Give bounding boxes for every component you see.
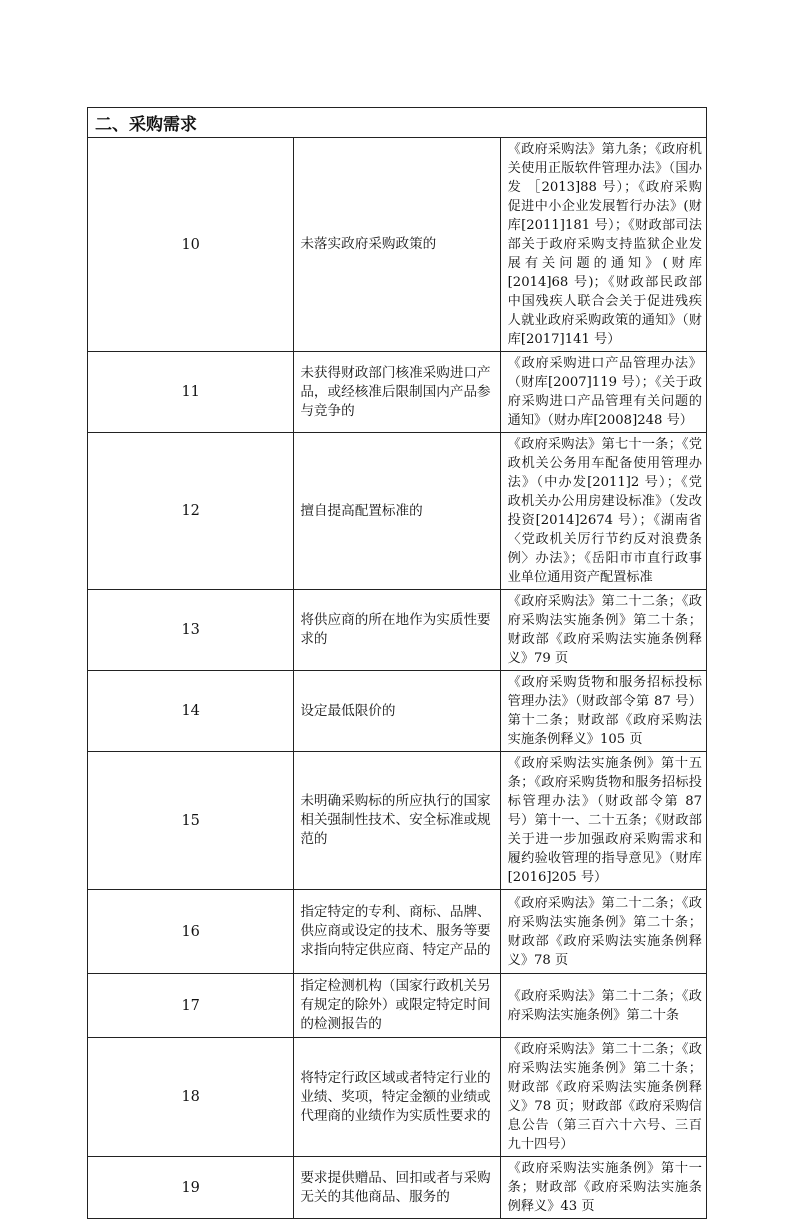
row-basis: 《政府采购法实施条例》第十五条；《政府采购货物和服务招标投标管理办法》（财政部令第 87 号）第十一、二十五条；《财政部关于进一步加强政府采购需求和履约验收管理的指导意见》（财库[2016]205 号） (500, 752, 706, 890)
section-title: 二、采购需求 (88, 108, 707, 138)
row-number: 16 (88, 890, 294, 974)
section-header-row (88, 108, 707, 138)
row-basis: 《政府采购进口产品管理办法》（财库[2007]119 号）；《关于政府采购进口产品管理有关问题的通知》（财办库[2008]248 号） (500, 352, 706, 433)
row-basis: 《政府采购法》第二十二条；《政府采购法实施条例》第二十条 (500, 974, 706, 1038)
row-item: 未落实政府采购政策的 (294, 138, 500, 352)
row-item: 擅自提高配置标准的 (294, 433, 500, 590)
table-row (88, 752, 707, 890)
table-row (88, 433, 707, 590)
row-number: 12 (88, 433, 294, 590)
row-number: 19 (88, 1157, 294, 1219)
requirements-table (87, 107, 707, 1219)
row-basis: 《政府采购法实施条例》第十一条；财政部《政府采购法实施条例释义》43 页 (500, 1157, 706, 1219)
row-number: 18 (88, 1038, 294, 1157)
table-row (88, 138, 707, 352)
row-item: 未明确采购标的所应执行的国家相关强制性技术、安全标准或规范的 (294, 752, 500, 890)
row-item: 将特定行政区域或者特定行业的业绩、奖项，特定金额的业绩或代理商的业绩作为实质性要求的 (294, 1038, 500, 1157)
row-basis: 《政府采购法》第二十二条；《政府采购法实施条例》第二十条；财政部《政府采购法实施条例释义》78 页 (500, 890, 706, 974)
row-number: 17 (88, 974, 294, 1038)
table-row (88, 1038, 707, 1157)
row-item: 未获得财政部门核准采购进口产品，或经核准后限制国内产品参与竞争的 (294, 352, 500, 433)
table-row (88, 590, 707, 671)
row-basis: 《政府采购法》第九条；《政府机关使用正版软件管理办法》（国办发 ［2013]88 号）；《政府采购促进中小企业发展暂行办法》(财库[2011]181 号）；《财政部司法部关于政府采购支持监狱企业发展有关问题的通知》(财库[2014]68 号)；《财政部民政部中国残疾人联合会关于促进残疾人就业政府采购政策的通知》（财库[2017]141 号） (500, 138, 706, 352)
row-item: 设定最低限价的 (294, 671, 500, 752)
table-row (88, 671, 707, 752)
row-number: 10 (88, 138, 294, 352)
row-basis: 《政府采购货物和服务招标投标管理办法》（财政部令第 87 号）第十二条；财政部《政府采购法实施条例释义》105 页 (500, 671, 706, 752)
row-number: 15 (88, 752, 294, 890)
table-row (88, 1157, 707, 1219)
table-row (88, 974, 707, 1038)
table-row (88, 352, 707, 433)
row-basis: 《政府采购法》第七十一条；《党政机关公务用车配备使用管理办法》（中办发[2011]2 号）；《党政机关办公用房建设标准》（发改投资[2014]2674 号）；《湖南省〈党政机关厉行节约反对浪费条例〉办法》；《岳阳市市直行政事业单位通用资产配置标准 (500, 433, 706, 590)
table-row (88, 890, 707, 974)
row-item: 要求提供赠品、回扣或者与采购无关的其他商品、服务的 (294, 1157, 500, 1219)
document-page (87, 107, 707, 1219)
row-item: 指定检测机构（国家行政机关另有规定的除外）或限定特定时间的检测报告的 (294, 974, 500, 1038)
row-basis: 《政府采购法》第二十二条；《政府采购法实施条例》第二十条；财政部《政府采购法实施条例释义》78 页；财政部《政府采购信息公告（第三百六十六号、三百九十四号） (500, 1038, 706, 1157)
row-item: 将供应商的所在地作为实质性要求的 (294, 590, 500, 671)
row-item: 指定特定的专利、商标、品牌、供应商或设定的技术、服务等要求指向特定供应商、特定产品的 (294, 890, 500, 974)
row-number: 13 (88, 590, 294, 671)
row-number: 14 (88, 671, 294, 752)
row-basis: 《政府采购法》第二十二条；《政府采购法实施条例》第二十条；财政部《政府采购法实施条例释义》79 页 (500, 590, 706, 671)
row-number: 11 (88, 352, 294, 433)
